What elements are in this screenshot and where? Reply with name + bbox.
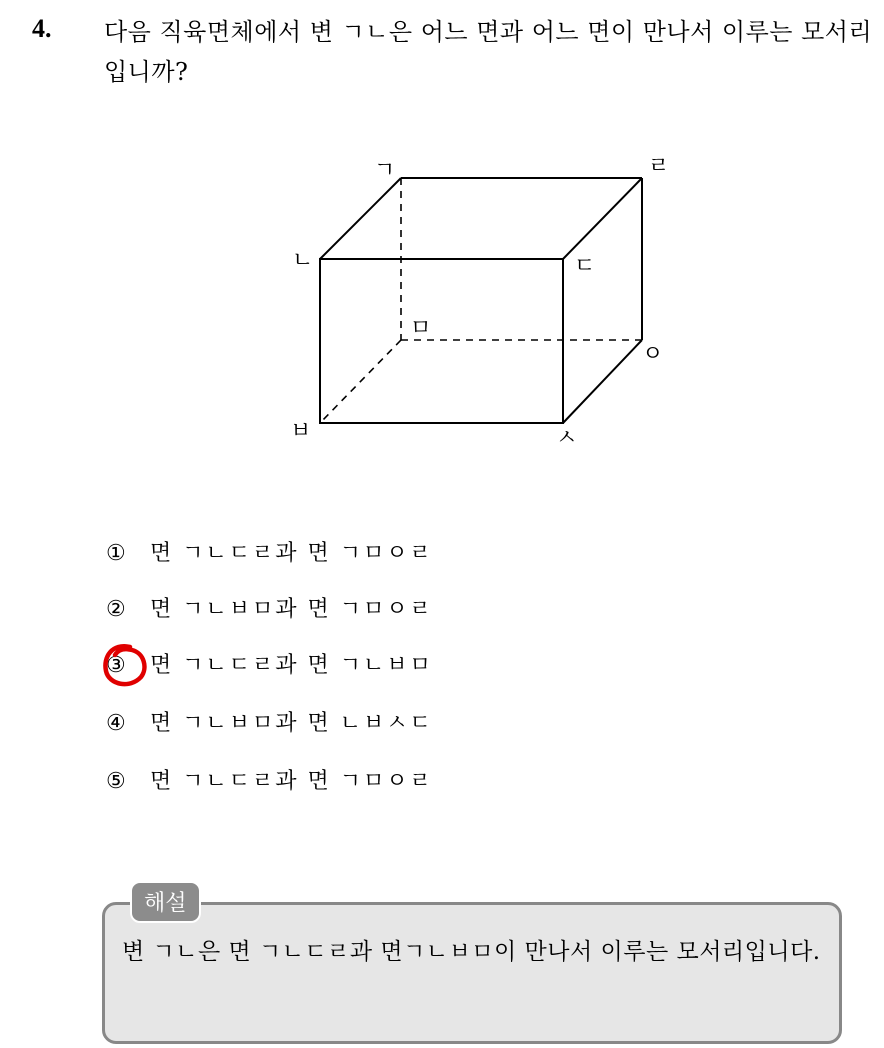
choice-4[interactable] bbox=[106, 707, 433, 741]
vertex-label-b: ㅂ bbox=[290, 419, 312, 444]
edge-s-o bbox=[563, 340, 642, 423]
edge-d-r bbox=[563, 178, 642, 259]
choice-text: 면 ㄱㄴㄷㄹ과 면 ㄱㄴㅂㅁ bbox=[150, 653, 433, 678]
vertex-label-r: ㄹ bbox=[648, 154, 670, 179]
hidden-edge-m-b bbox=[320, 340, 401, 423]
question-text: 다음 직육면체에서 변 ㄱㄴ은 어느 면과 어느 면이 만나서 이루는 모서리입니까? bbox=[104, 18, 873, 86]
vertex-label-s: ㅅ bbox=[556, 426, 578, 451]
vertex-label-n: ㄴ bbox=[292, 248, 314, 273]
front-face-edges bbox=[320, 259, 563, 423]
choice-2[interactable] bbox=[106, 593, 433, 627]
answer-circle-mark bbox=[100, 641, 150, 691]
choice-text: 면 ㄱㄴㄷㄹ과 면 ㄱㅁㅇㄹ bbox=[150, 541, 433, 566]
edge-g-n bbox=[320, 178, 401, 259]
choice-3[interactable] bbox=[106, 649, 433, 683]
explanation-tag: 해설 bbox=[130, 881, 201, 923]
choice-text: 면 ㄱㄴㅂㅁ과 면 ㄱㅁㅇㄹ bbox=[150, 597, 433, 622]
choice-number: ③ bbox=[106, 653, 128, 678]
choice-number: ⑤ bbox=[106, 769, 128, 794]
choice-text: 면 ㄱㄴㄷㄹ과 면 ㄱㅁㅇㄹ bbox=[150, 769, 433, 794]
vertex-label-g: ㄱ bbox=[374, 158, 396, 183]
vertex-label-d: ㄷ bbox=[574, 254, 596, 279]
choice-text: 면 ㄱㄴㅂㅁ과 면 ㄴㅂㅅㄷ bbox=[150, 711, 433, 736]
choice-5[interactable] bbox=[106, 765, 433, 799]
choice-1[interactable] bbox=[106, 537, 433, 571]
choice-number: ④ bbox=[106, 711, 128, 736]
choice-number: ② bbox=[106, 597, 128, 622]
explanation-text: 변 ㄱㄴ은 면 ㄱㄴㄷㄹ과 면ㄱㄴㅂㅁ이 만나서 이루는 모서리입니다. bbox=[122, 939, 821, 965]
question-number: 4. bbox=[32, 14, 52, 43]
choice-number: ① bbox=[106, 541, 128, 566]
vertex-label-o: ㅇ bbox=[642, 342, 664, 367]
vertex-label-m: ㅁ bbox=[410, 316, 432, 341]
